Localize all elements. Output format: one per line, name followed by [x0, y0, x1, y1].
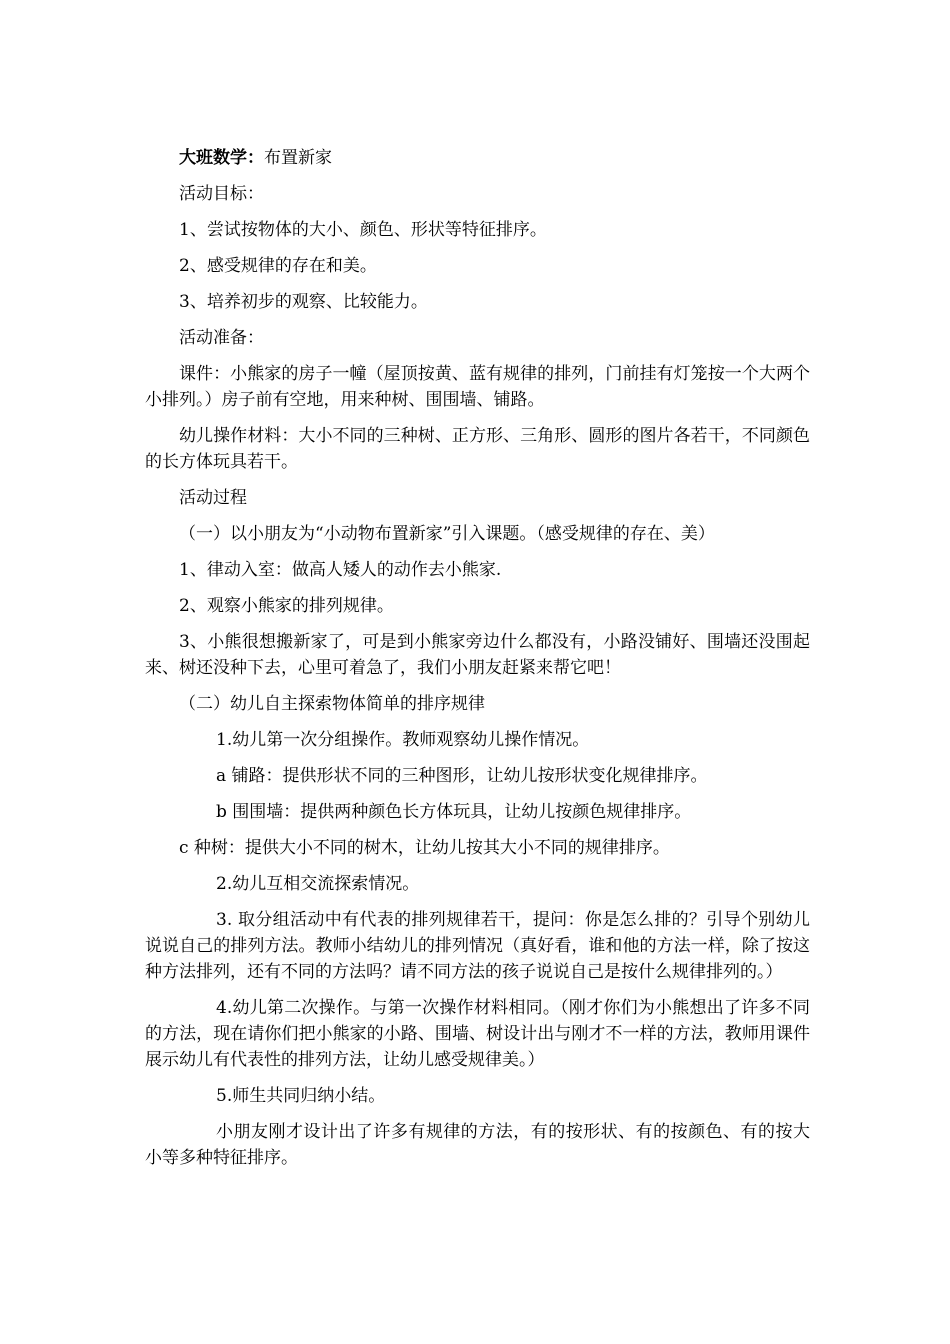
- objective-2: 2、感受规律的存在和美。: [179, 256, 377, 276]
- title-bold-part: 大班数学：: [179, 148, 264, 168]
- process-step-2-1b: b 围围墙：提供两种颜色长方体玩具，让幼儿按颜色规律排序。: [216, 802, 692, 822]
- process-step-2-1a: a 铺路：提供形状不同的三种图形，让幼儿按形状变化规律排序。: [216, 766, 708, 786]
- objective-3: 3、培养初步的观察、比较能力。: [179, 292, 428, 312]
- process-part-2: （二）幼儿自主探索物体简单的排序规律: [179, 694, 485, 714]
- objective-1: 1、尝试按物体的大小、颜色、形状等特征排序。: [179, 220, 547, 240]
- process-step-2-4: 4.幼儿第二次操作。与第一次操作材料相同。（刚才你们为小熊想出了许多不同的方法，现在请你们把小熊家的小路、围墙、树设计出与刚才不一样的方法，教师用课件展示幼儿有代表性的排列方法，让幼儿感受规律美。）: [145, 998, 810, 1070]
- process-step-2-1c: c 种树：提供大小不同的树木，让幼儿按其大小不同的规律排序。: [179, 838, 670, 858]
- process-part-1: （一）以小朋友为“小动物布置新家”引入课题。（感受规律的存在、美）: [179, 524, 715, 544]
- process-step-2-2: 2.幼儿互相交流探索情况。: [216, 874, 420, 894]
- process-step-2-5: 5.师生共同归纳小结。: [216, 1086, 386, 1106]
- title-rest-part: 布置新家: [264, 148, 332, 168]
- heading-objectives: 活动目标：: [179, 184, 264, 204]
- summary-paragraph: 小朋友刚才设计出了许多有规律的方法，有的按形状、有的按颜色、有的按大小等多种特征排序。: [145, 1122, 810, 1168]
- process-step-1-1: 1、律动入室：做高人矮人的动作去小熊家.: [179, 560, 502, 580]
- process-step-2-3: 3. 取分组活动中有代表的排列规律若干，提问：你是怎么排的？引导个别幼儿说说自己的排列方法。教师小结幼儿的排列情况（真好看，谁和他的方法一样，除了按这种方法排列，还有不同的方法吗？请不同方法的孩子说说自己是按什么规律排列的。）: [145, 910, 810, 982]
- preparation-materials: 幼儿操作材料：大小不同的三种树、正方形、三角形、圆形的图片各若干，不同颜色的长方体玩具若干。: [145, 426, 810, 472]
- preparation-courseware: 课件：小熊家的房子一幢（屋顶按黄、蓝有规律的排列，门前挂有灯笼按一个大两个小排列。）房子前有空地，用来种树、围围墙、铺路。: [145, 364, 810, 410]
- process-step-2-1: 1.幼儿第一次分组操作。教师观察幼儿操作情况。: [216, 730, 590, 750]
- process-step-1-2: 2、观察小熊家的排列规律。: [179, 596, 394, 616]
- heading-preparation: 活动准备：: [179, 328, 264, 348]
- document-body: [145, 145, 810, 1181]
- process-step-1-3: 3、小熊很想搬新家了，可是到小熊家旁边什么都没有，小路没铺好、围墙还没围起来、树还没种下去，心里可着急了，我们小朋友赶紧来帮它吧！: [145, 632, 810, 678]
- document-title: [145, 145, 810, 171]
- heading-process: 活动过程: [179, 488, 247, 508]
